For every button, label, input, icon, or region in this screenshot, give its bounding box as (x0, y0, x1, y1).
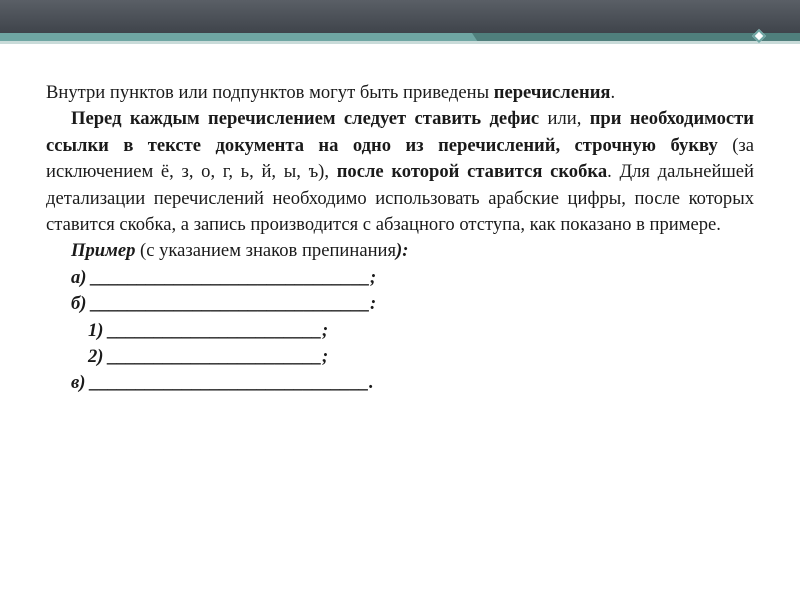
rule-text-3: . Для дальнейшей детализации перечислений необходимо использовать арабские цифры, после которых ставится скобка, а запись производится с абзацного отступа, как показано в примере. (46, 161, 754, 236)
list-item-v: в) ______________________________. (71, 372, 374, 394)
paragraph-intro (46, 80, 754, 106)
rule-bold-2: при необходимости ссылки в тексте документа на одно из перечислений, строчную букву (46, 108, 754, 156)
list-subitem-2: 2) _______________________; (88, 346, 329, 368)
slide-header-band (0, 0, 800, 33)
rule-bold-1: Перед каждым перечислением следует ставить дефис (71, 108, 540, 130)
list-subitem-1: 1) _______________________; (88, 319, 329, 341)
rule-bold-3: после которой ставится скобка (336, 161, 608, 183)
slide-accent-line (0, 41, 800, 44)
example-open: ( (135, 240, 147, 262)
list-item-a: а) ______________________________; (71, 266, 377, 288)
rule-text-2: (за исключением ё, з, о, г, ь, й, ы, ъ), (46, 134, 754, 183)
example-note: с указанием знаков препинания (146, 240, 397, 262)
example-heading (71, 238, 754, 264)
rule-text-1: или, (539, 108, 590, 130)
paragraph-rules (46, 106, 754, 238)
intro-end: . (610, 82, 616, 103)
slide-body (46, 80, 754, 397)
example-close: ): (396, 240, 409, 262)
intro-text: Внутри пунктов или подпунктов могут быть приведены (46, 82, 490, 103)
intro-bold: перечисления (493, 82, 611, 103)
example-label: Пример (71, 240, 136, 262)
list-item-b: б) ______________________________: (71, 293, 377, 315)
